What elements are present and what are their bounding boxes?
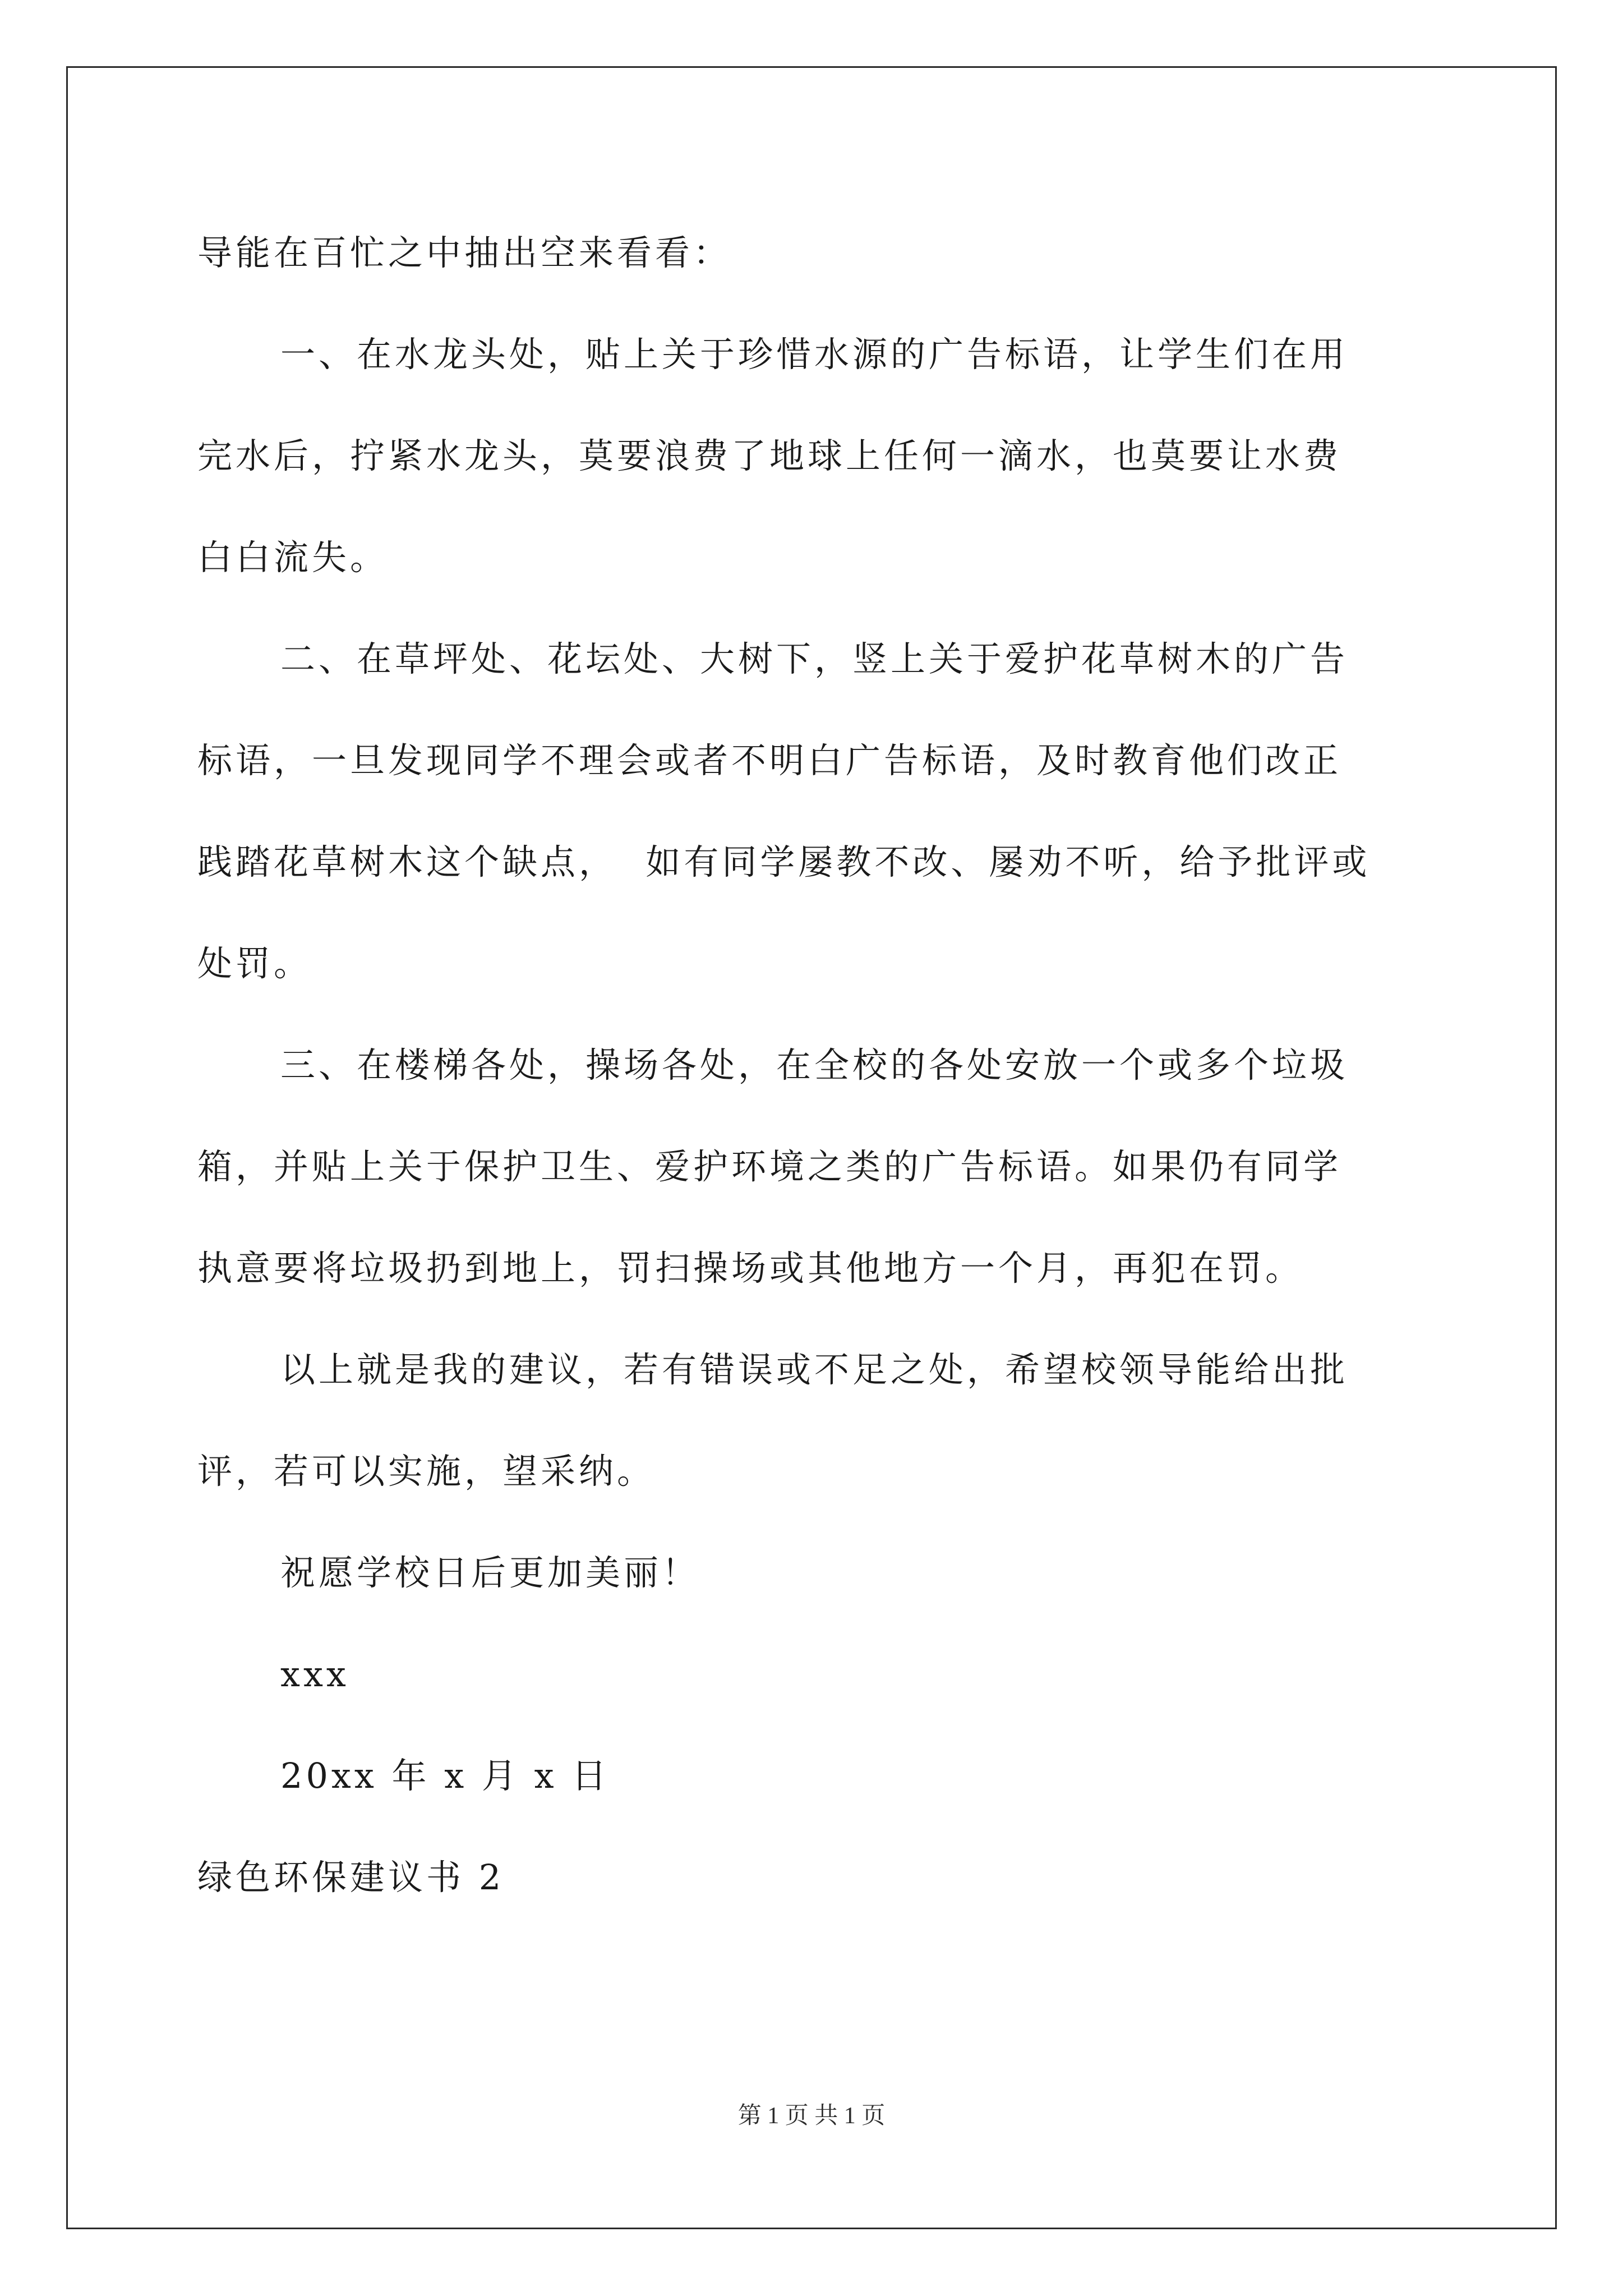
closing-wish: 祝愿学校日后更加美丽！ [280,1552,700,1593]
text-line-11: 执意要将垃圾扔到地上，罚扫操场或其他地方一个月，再犯在罚。 [197,1248,1304,1289]
text-line-6: 标语，一旦发现同学不理会或者不明白广告标语，及时教育他们改正 [197,740,1342,781]
section-heading: 绿色环保建议书 2 [197,1857,505,1898]
text-line-12: 以上就是我的建议，若有错误或不足之处，希望校领导能给出批 [280,1349,1349,1390]
text-line-3: 完水后，拧紧水龙头，莫要浪费了地球上任何一滴水，也莫要让水费 [197,435,1342,476]
text-line-10: 箱，并贴上关于保护卫生、爱护环境之类的广告标语。如果仍有同学 [197,1146,1342,1187]
date-line: 20xx 年 x 月 x 日 [280,1755,610,1796]
text-line-7: 践踏花草树木这个缺点， 如有同学屡教不改、屡劝不听，给予批评或 [197,841,1371,882]
document-body [197,202,1431,1928]
signature: xxx [280,1654,349,1695]
text-line-4: 白白流失。 [197,537,389,578]
text-line-2: 一、在水龙头处，贴上关于珍惜水源的广告标语，让学生们在用 [280,334,1349,375]
text-line-13: 评，若可以实施，望采纳。 [197,1451,656,1492]
text-line-8: 处罚。 [197,943,312,984]
text-line-9: 三、在楼梯各处，操场各处，在全校的各处安放一个或多个垃圾 [280,1045,1349,1085]
text-line-5: 二、在草坪处、花坛处、大树下，竖上关于爱护花草树木的广告 [280,638,1349,679]
text-line-1: 导能在百忙之中抽出空来看看： [197,232,732,273]
page-number-footer: 第 1 页 共 1 页 [737,2103,886,2129]
